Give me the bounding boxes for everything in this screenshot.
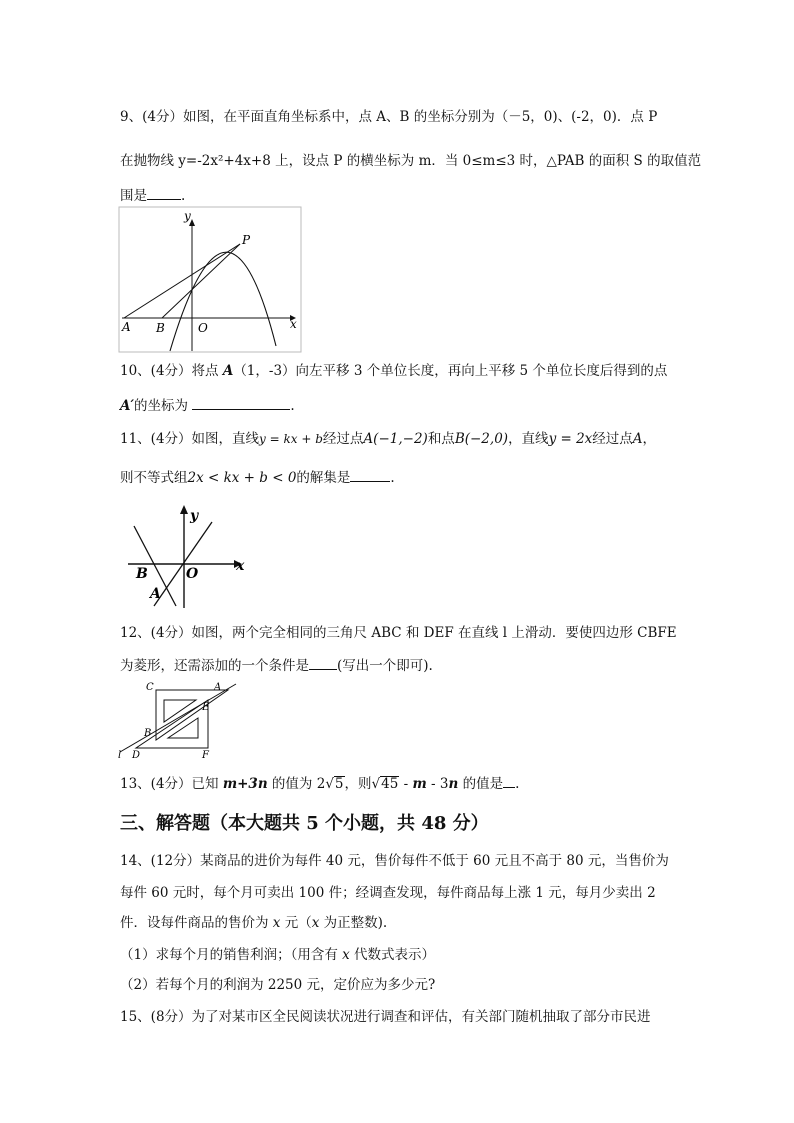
q9-parabola xyxy=(170,252,276,351)
q11-label-O: O xyxy=(186,566,199,582)
q12-answer-blank xyxy=(309,656,337,670)
q12-label-D: D xyxy=(132,750,141,761)
q11-y-arrow xyxy=(180,505,188,514)
q13-text-b: 的值为 2 xyxy=(267,776,326,792)
q11-equation-1: y = kx + b xyxy=(259,432,323,446)
q9-segment-PA xyxy=(124,244,240,318)
q12-label-B: B xyxy=(144,728,152,739)
q12-line-1: 12、(4分）如图，两个完全相同的三角尺 ABC 和 DEF 在直线 l 上滑动．要使四边形 CBFE xyxy=(120,625,677,641)
q9-label-y: y xyxy=(184,209,191,223)
q13-answer-blank xyxy=(503,774,515,788)
q12-line-l xyxy=(120,684,236,752)
section-3-heading: 三、解答题（本大题共 5 个小题，共 48 分） xyxy=(120,813,489,834)
q11-point-B: B(−2,0) xyxy=(454,431,509,447)
q11-line-1-d: ，直线 xyxy=(508,431,549,447)
q12-label-l: l xyxy=(118,750,122,761)
q12-line-2 xyxy=(120,656,433,675)
q11-label-B: B xyxy=(136,566,148,582)
q14-line-3-b: 元（ xyxy=(280,915,312,931)
q10-line-2-end: . xyxy=(290,398,295,414)
q14-sub-1-a: （1）求每个月的销售利润；（用含有 xyxy=(120,947,343,963)
q14-line-3-c: 为正整数). xyxy=(319,915,388,931)
q9-figure-frame xyxy=(119,207,301,352)
q11-line-2 xyxy=(120,468,395,487)
q11-line-1-c: 和点 xyxy=(427,431,455,447)
q14-line-2: 每件 60 元时，每个月可卖出 100 件；经调查发现，每件商品每上涨 1 元，每月少卖出 2 xyxy=(120,885,656,901)
q13-line: 13、(4分）已知 m+3n 的值为 2√5，则√45 - m - 3n 的值是 . xyxy=(120,776,520,792)
q11-line-1-f: ， xyxy=(642,431,657,447)
q9-label-O: O xyxy=(198,321,208,335)
q11-inequality: 2x < kx + b < 0 xyxy=(187,470,297,486)
q10-line-1-b: （1，-3）向左平移 3 个单位长度，再向上平移 5 个单位长度后得到的点 xyxy=(233,363,668,379)
q10-line-1 xyxy=(120,362,667,380)
q11-line-2-a: 则不等式组 xyxy=(120,470,188,486)
q11-point-A-ref: A xyxy=(632,431,643,447)
q14-var-x: x xyxy=(272,915,281,931)
q10-line-2-b: 的坐标为 xyxy=(134,398,189,414)
q10-point-A: A xyxy=(222,363,234,379)
q13-text-d: - xyxy=(399,776,413,792)
q15-line-1: 15、(8分）为了对某市区全民阅读状况进行调查和评估，有关部门随机抽取了部分市民进 xyxy=(120,1009,651,1025)
q10-answer-blank xyxy=(192,396,290,410)
q13-radicand-2: 45 xyxy=(381,776,399,792)
q12-triangle-DEF xyxy=(136,700,208,748)
q12-label-A: A xyxy=(214,682,222,693)
q11-line-1 xyxy=(120,430,656,448)
q9-line-3-text: 围是 xyxy=(120,188,147,204)
q11-line-2-b: 的解集是 xyxy=(296,470,351,486)
q14-line-1: 14、(12分）某商品的进价为每件 40 元，售价每件不低于 60 元且不高于 80 元，当售价为 xyxy=(120,853,669,869)
q13-text-a: 13、(4分）已知 xyxy=(120,776,223,792)
q11-equation-2: y = 2x xyxy=(548,431,593,447)
q13-var-n: n xyxy=(448,776,459,792)
q11-line-1-a: 11、(4分）如图，直线 xyxy=(120,431,260,447)
q13-text-f: 的值是 xyxy=(458,776,504,792)
q11-label-x: x xyxy=(236,558,245,574)
q12-label-F: F xyxy=(202,750,209,761)
q13-expression: m+3n xyxy=(222,776,268,792)
q12-line-2-b: (写出一个即可). xyxy=(337,658,433,674)
q14-var-x-2: x xyxy=(311,915,320,931)
q11-line-2-end: . xyxy=(390,470,395,486)
q14-sub-1-b: 代数式表示） xyxy=(349,947,436,963)
q12-label-E: E xyxy=(202,702,210,713)
q13-radicand-1: 5 xyxy=(334,776,344,792)
q12-label-C: C xyxy=(146,682,154,693)
q14-line-3-a: 件．设每件商品的售价为 xyxy=(120,915,273,931)
q11-label-A: A xyxy=(150,586,161,602)
q11-answer-blank xyxy=(350,468,390,482)
q14-sub-2: （2）若每个月的利润为 2250 元，定价应为多少元? xyxy=(120,977,436,993)
q9-line-3 xyxy=(120,186,185,205)
q14-line-3 xyxy=(120,914,387,932)
q11-figure xyxy=(128,502,252,610)
q11-point-A: A(−1,−2) xyxy=(363,431,428,447)
q12-figure xyxy=(118,678,242,764)
q9-line-2: 在抛物线 y=-2x²+4x+8 上，设点 P 的横坐标为 m．当 0≤m≤3 时，△PAB 的面积 S 的取值范 xyxy=(120,153,702,169)
q13-text-c: ，则 xyxy=(344,776,372,792)
q9-label-P: P xyxy=(242,233,251,247)
q9-line-1: 9、(4分）如图，在平面直角坐标系中，点 A、B 的坐标分别为（－5，0)、(-2，0)．点 P xyxy=(120,109,658,125)
q10-line-1-a: 10、(4分）将点 xyxy=(120,363,223,379)
q12-triangle-ABC xyxy=(156,690,228,740)
q9-segment-PB xyxy=(162,244,240,318)
q11-label-y: y xyxy=(190,508,199,524)
q12-line-2-a: 为菱形，还需添加的一个条件是 xyxy=(120,658,309,674)
q9-label-A: A xyxy=(122,320,131,334)
q13-text-end: . xyxy=(515,776,520,792)
q10-point-A-prime: A′ xyxy=(120,398,135,414)
q11-line-1-e: 经过点 xyxy=(592,431,633,447)
q9-label-B: B xyxy=(156,321,165,335)
q13-text-e: - 3 xyxy=(426,776,449,792)
q10-line-2 xyxy=(120,396,295,415)
q13-var-m: m xyxy=(412,776,427,792)
q9-figure xyxy=(118,206,304,356)
q14-sub-1-var-x: x xyxy=(342,947,350,963)
q11-line-1-b: 经过点 xyxy=(322,431,364,447)
q9-line-3-end: . xyxy=(181,188,186,204)
q9-answer-blank xyxy=(147,186,181,200)
q9-label-x: x xyxy=(290,317,297,331)
q14-sub-1 xyxy=(120,946,435,964)
